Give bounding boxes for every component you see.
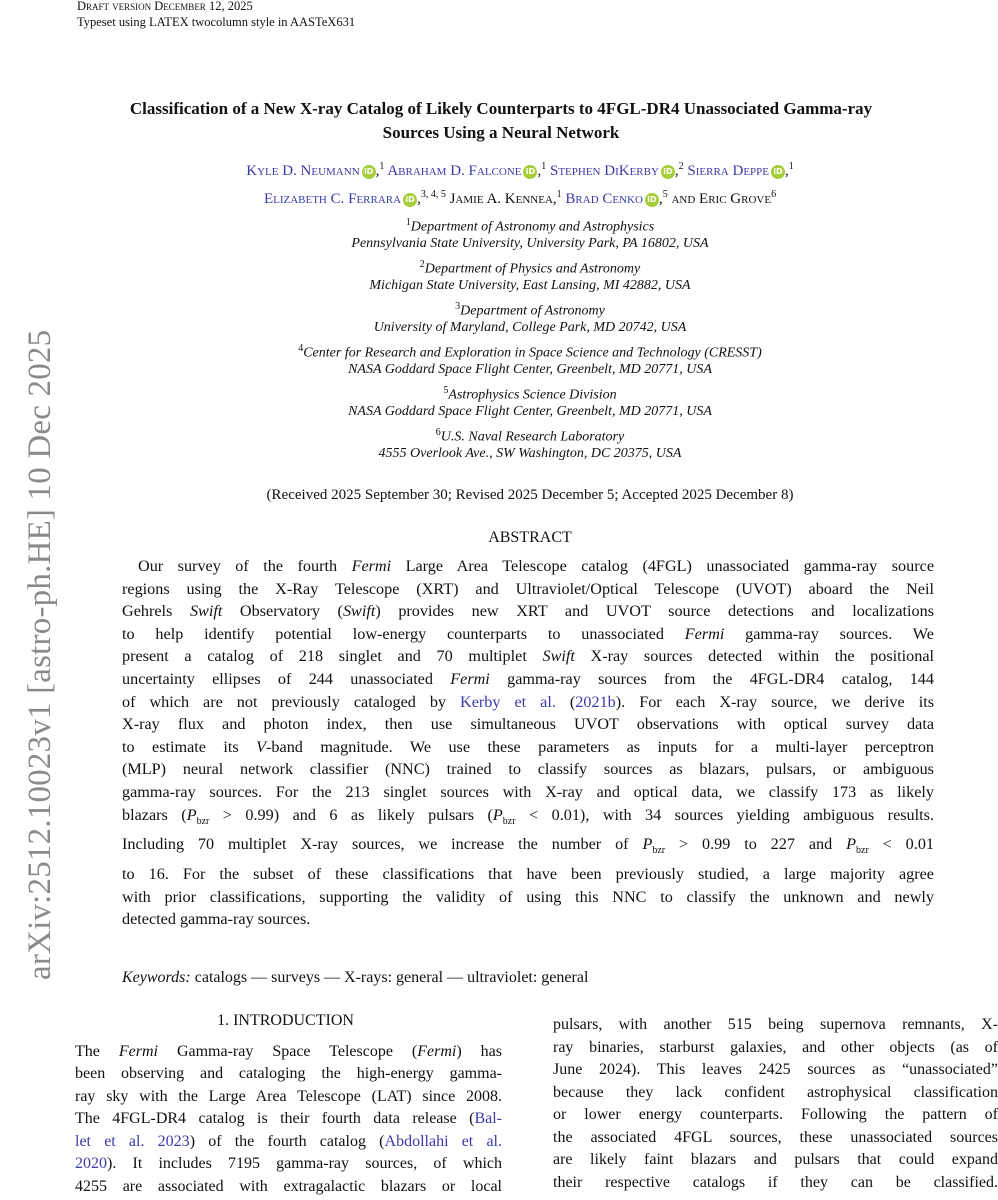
affiliation-line: $^5$Astrophysics Science Division (443, 385, 617, 403)
affiliation-line: $^4$Center for Research and Exploration in Space Science and Technology (CRESST) (298, 343, 762, 361)
section-heading: 1. INTRODUCTION (217, 1012, 354, 1029)
author-name[interactable]: Brad Cenko (565, 191, 643, 207)
affiliation-line: 4555 Overlook Ave., SW Washington, DC 20375, USA (378, 446, 682, 461)
author-line-2: Elizabeth C. Ferrara iD ,$^{3, 4, 5}$ Jamie A. Kennea,$^1$ Brad Cenko iD ,$^5$ and Eric Grove$^6$ (263, 189, 777, 207)
citation-link[interactable]: let et al. 2023 (75, 1132, 190, 1150)
author-affil-mark: 1 (541, 161, 547, 172)
left-column: 1. INTRODUCTION The Fermi Gamma-ray Space Telescope (Fermi) has been observing and cataloging the high-energy gamma- ray sky with the Large Area Telescope (LAT) since 2008. The 4FGL-DR4 catalog is their fourth data release (Bal- let et al. 2023) of the fourth catalog (Abdollahi et al. 2020). It includes 7195 gamma-ray sources, of which 4255 are associated with extragalactic blazars or local (75, 1010, 502, 1198)
author-affil-mark: 1 (379, 161, 385, 172)
citation-link[interactable]: Kerby et al. (460, 692, 556, 711)
abstract-text: Our survey of the fourth Fermi Large Area Telescope catalog (4FGL) unassociated gamma-ray source regions using the X-Ray Telescope (XRT) and Ultraviolet/Optical Telescope (UVOT) aboard the Neil Gehrels Swift Observatory (Swift) provides new XRT and UVOT source detections and localizations to help identify potential low-energy counterparts to unassociated Fermi gamma-ray sources. We present a catalog of 218 singlet and 70 multiplet Swift X-ray sources detected within the positional uncertainty ellipses of 244 unassociated Fermi gamma-ray sources from the 4FGL-DR4 catalog, 144 of which are not previously cataloged by Kerby et al. (2021b). For each X-ray source, we derive its X-ray flux and photon index, then use simultaneous UVOT observations with optical survey data to estimate its V-band magnitude. We use these parameters as inputs for a multi-layer perceptron (MLP) neural network classifier (NNC) trained to classify sources as blazars, pulsars, or ambiguous gamma-ray sources. For the 213 singlet sources with X-ray and optical data, we classify 173 as likely blazars $(P_{bzr} > 0.99)$ and 6 as likely pulsars $(P_{bzr} < 0.01)$, with 34 sources yielding ambiguous results. Including 70 multiplet X-ray sources, we increase the number of $P_{bzr} > 0.99$ to 227 and $P_{bzr} < 0.01$ to 16. For the subset of these classifications that have been previously studied, a large majority agree with prior classifications, supporting the validity of using this NNC to classify the unknown and newly detected gamma-ray sources. (122, 557, 935, 929)
title-line-2: Sources Using a Neural Network (382, 123, 620, 142)
received-dates: (Received 2025 September 30; Revised 2025 December 5; Accepted 2025 December 8) (266, 487, 794, 503)
right-column: pulsars, with another 515 being supernova remnants, X- ray binaries, starburst galaxies, and other objects (as of June 2024). This leaves 2425 sources as “unassociated” because they lack confident astrophysical classification or lower energy counterparts. Following the pattern of the associated 4FGL sources, these unassociated sources are likely faint blazars and pulsars that could expand their respective catalogs if they can be classified. (553, 1016, 998, 1191)
arxiv-stamp (0, 0, 58, 1000)
author-affil-mark: 1 (788, 161, 794, 172)
affiliation-line: NASA Goddard Space Flight Center, Greenbelt, MD 20771, USA (348, 404, 712, 419)
citation-link[interactable]: Abdollahi et al. (384, 1132, 502, 1150)
orcid-icon[interactable]: iD (771, 165, 785, 179)
affiliation-line: $^6$U.S. Naval Research Laboratory (435, 427, 625, 445)
affiliation-line: Pennsylvania State University, University Park, PA 16802, USA (351, 236, 709, 251)
draft-version: Draft version December 12, 2025 (77, 0, 253, 13)
citation-link[interactable]: 2020 (75, 1155, 107, 1172)
author-name[interactable]: Elizabeth C. Ferrara (263, 191, 402, 207)
orcid-icon[interactable]: iD (645, 193, 659, 207)
typeset-note: Typeset using LATEX twocolumn style in AASTeX631 (77, 15, 356, 29)
keywords (122, 967, 588, 989)
keywords-text: catalogs — surveys — X-rays: general — ultraviolet: general (194, 969, 589, 986)
affiliations (150, 212, 910, 464)
affiliation-line: University of Maryland, College Park, MD 20742, USA (373, 320, 687, 335)
orcid-icon[interactable]: iD (362, 165, 376, 179)
affiliation-line: $^3$Department of Astronomy (455, 301, 605, 319)
author-name[interactable]: Stephen DiKerby (549, 163, 659, 179)
author-line-1: Kyle D. Neumann iD ,$^1$ Abraham D. Falcone iD ,$^1$ Stephen DiKerby iD ,$^2$ Sierra Deppe iD ,$^1$ (246, 161, 794, 179)
author-list (90, 155, 950, 211)
citation-link[interactable]: 2021b (575, 692, 616, 711)
orcid-icon[interactable]: iD (661, 165, 675, 179)
abstract-heading: ABSTRACT (488, 529, 572, 546)
author-affil-mark: 3, 4, 5 (420, 189, 446, 200)
orcid-icon[interactable]: iD (403, 193, 417, 207)
affiliation-line: $^1$Department of Astronomy and Astrophysics (405, 217, 655, 235)
affiliation-line: $^2$Department of Physics and Astronomy (419, 259, 641, 277)
running-head (77, 0, 355, 30)
affiliation-line: Michigan State University, East Lansing, MI 42882, USA (369, 278, 691, 293)
orcid-icon[interactable]: iD (523, 165, 537, 179)
author-name[interactable]: Abraham D. Falcone (387, 163, 522, 179)
author-name[interactable]: Kyle D. Neumann (246, 163, 360, 179)
arxiv-identifier[interactable]: arXiv:2512.10023v1 [astro-ph.HE] 10 Dec 2025 (22, 329, 58, 980)
keywords-label: Keywords: (122, 969, 191, 986)
author-affil-mark: 5 (662, 189, 668, 200)
author-affil-mark: 6 (771, 189, 777, 200)
author-name: and Eric Grove (671, 191, 772, 207)
author-affil-mark: 1 (556, 189, 562, 200)
author-name: Jamie A. Kennea (449, 191, 553, 207)
paper-title (55, 97, 947, 145)
affiliation-line: NASA Goddard Space Flight Center, Greenbelt, MD 20771, USA (348, 362, 712, 377)
citation-link[interactable]: Bal- (474, 1110, 502, 1127)
title-line-1: Classification of a New X-ray Catalog of Likely Counterparts to 4FGL-DR4 Unassociated Gamma-ray (129, 99, 873, 118)
author-affil-mark: 2 (678, 161, 684, 172)
author-name[interactable]: Sierra Deppe (687, 163, 770, 179)
